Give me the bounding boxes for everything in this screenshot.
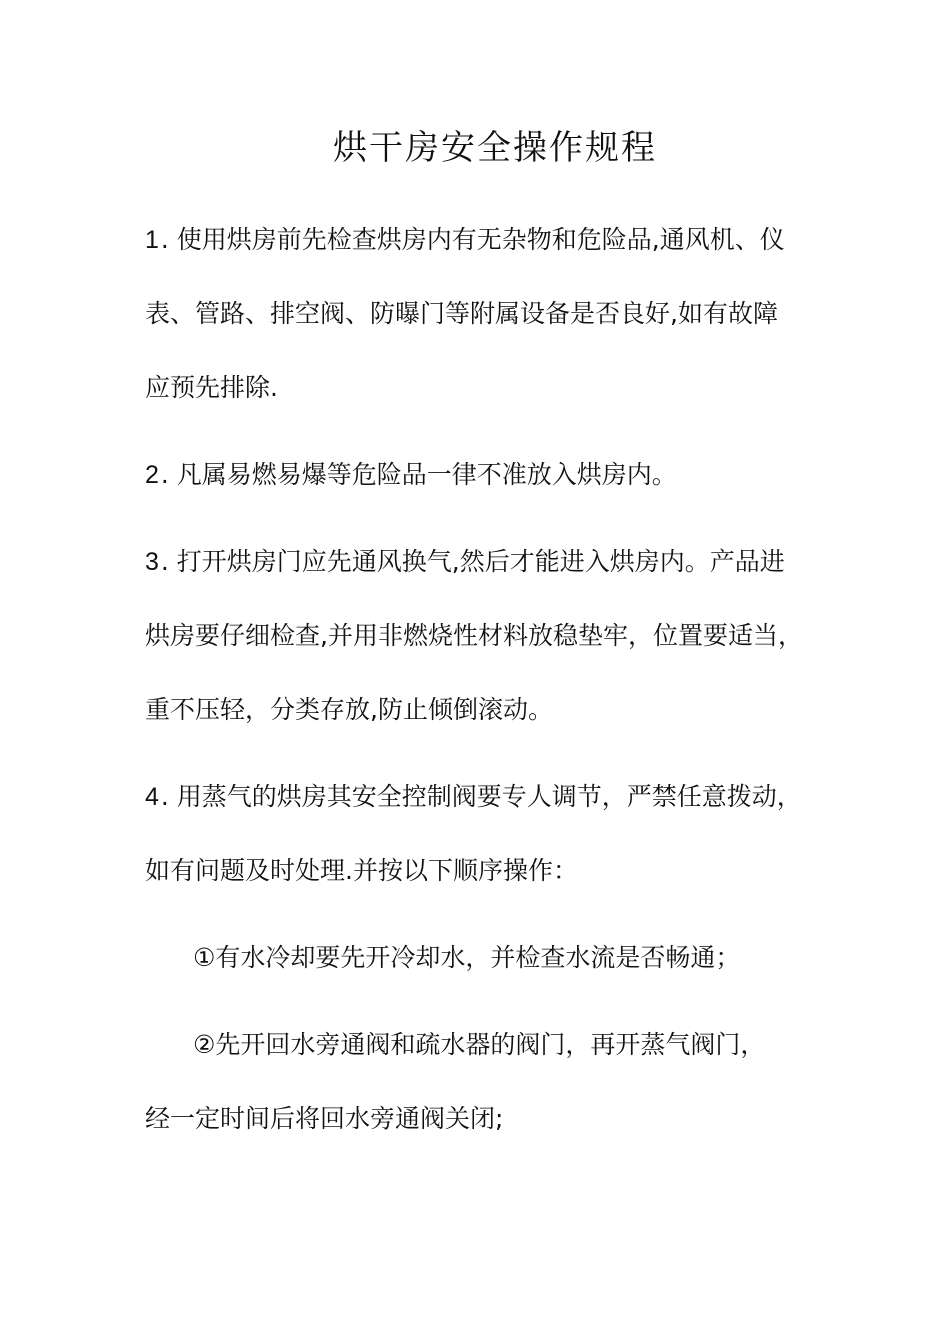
item-1-line-1: 1. 使用烘房前先检查烘房内有无杂物和危险品,通风机、仪: [145, 220, 845, 260]
item-4-continuation: 经一定时间后将回水旁通阀关闭;: [145, 1104, 504, 1133]
item-1-line-2: 表、管路、排空阀、防曝门等附属设备是否良好,如有故障: [145, 299, 778, 328]
item-1-line-3: 应预先排除.: [145, 373, 278, 402]
document-title: 烘干房安全操作规程: [333, 128, 657, 168]
item-4-line-1: 4. 用蒸气的烘房其安全控制阀要专人调节，严禁任意拨动，: [145, 777, 845, 817]
item-4-step-1: ①有水冷却要先开冷却水，并检查水流是否畅通；: [193, 943, 741, 972]
item-number: 4: [145, 783, 159, 811]
item-3-line-3: 重不压轻，分类存放,防止倾倒滚动。: [145, 695, 553, 724]
item-3-line-1: 3. 打开烘房门应先通风换气,然后才能进入烘房内。产品进: [145, 542, 845, 582]
item-number: 1: [145, 226, 159, 254]
item-number: 3: [145, 548, 159, 576]
item-4-line-2: 如有问题及时处理.并按以下顺序操作：: [145, 856, 578, 885]
item-3-line-2: 烘房要仔细检查,并用非燃烧性材料放稳垫牢，位置要适当，: [145, 621, 803, 650]
item-number: 2: [145, 461, 159, 489]
item-2-line-1: 2. 凡属易燃易爆等危险品一律不准放入烘房内。: [145, 455, 845, 495]
item-4-step-2: ②先开回水旁通阀和疏水器的阀门，再开蒸气阀门，: [193, 1030, 766, 1059]
